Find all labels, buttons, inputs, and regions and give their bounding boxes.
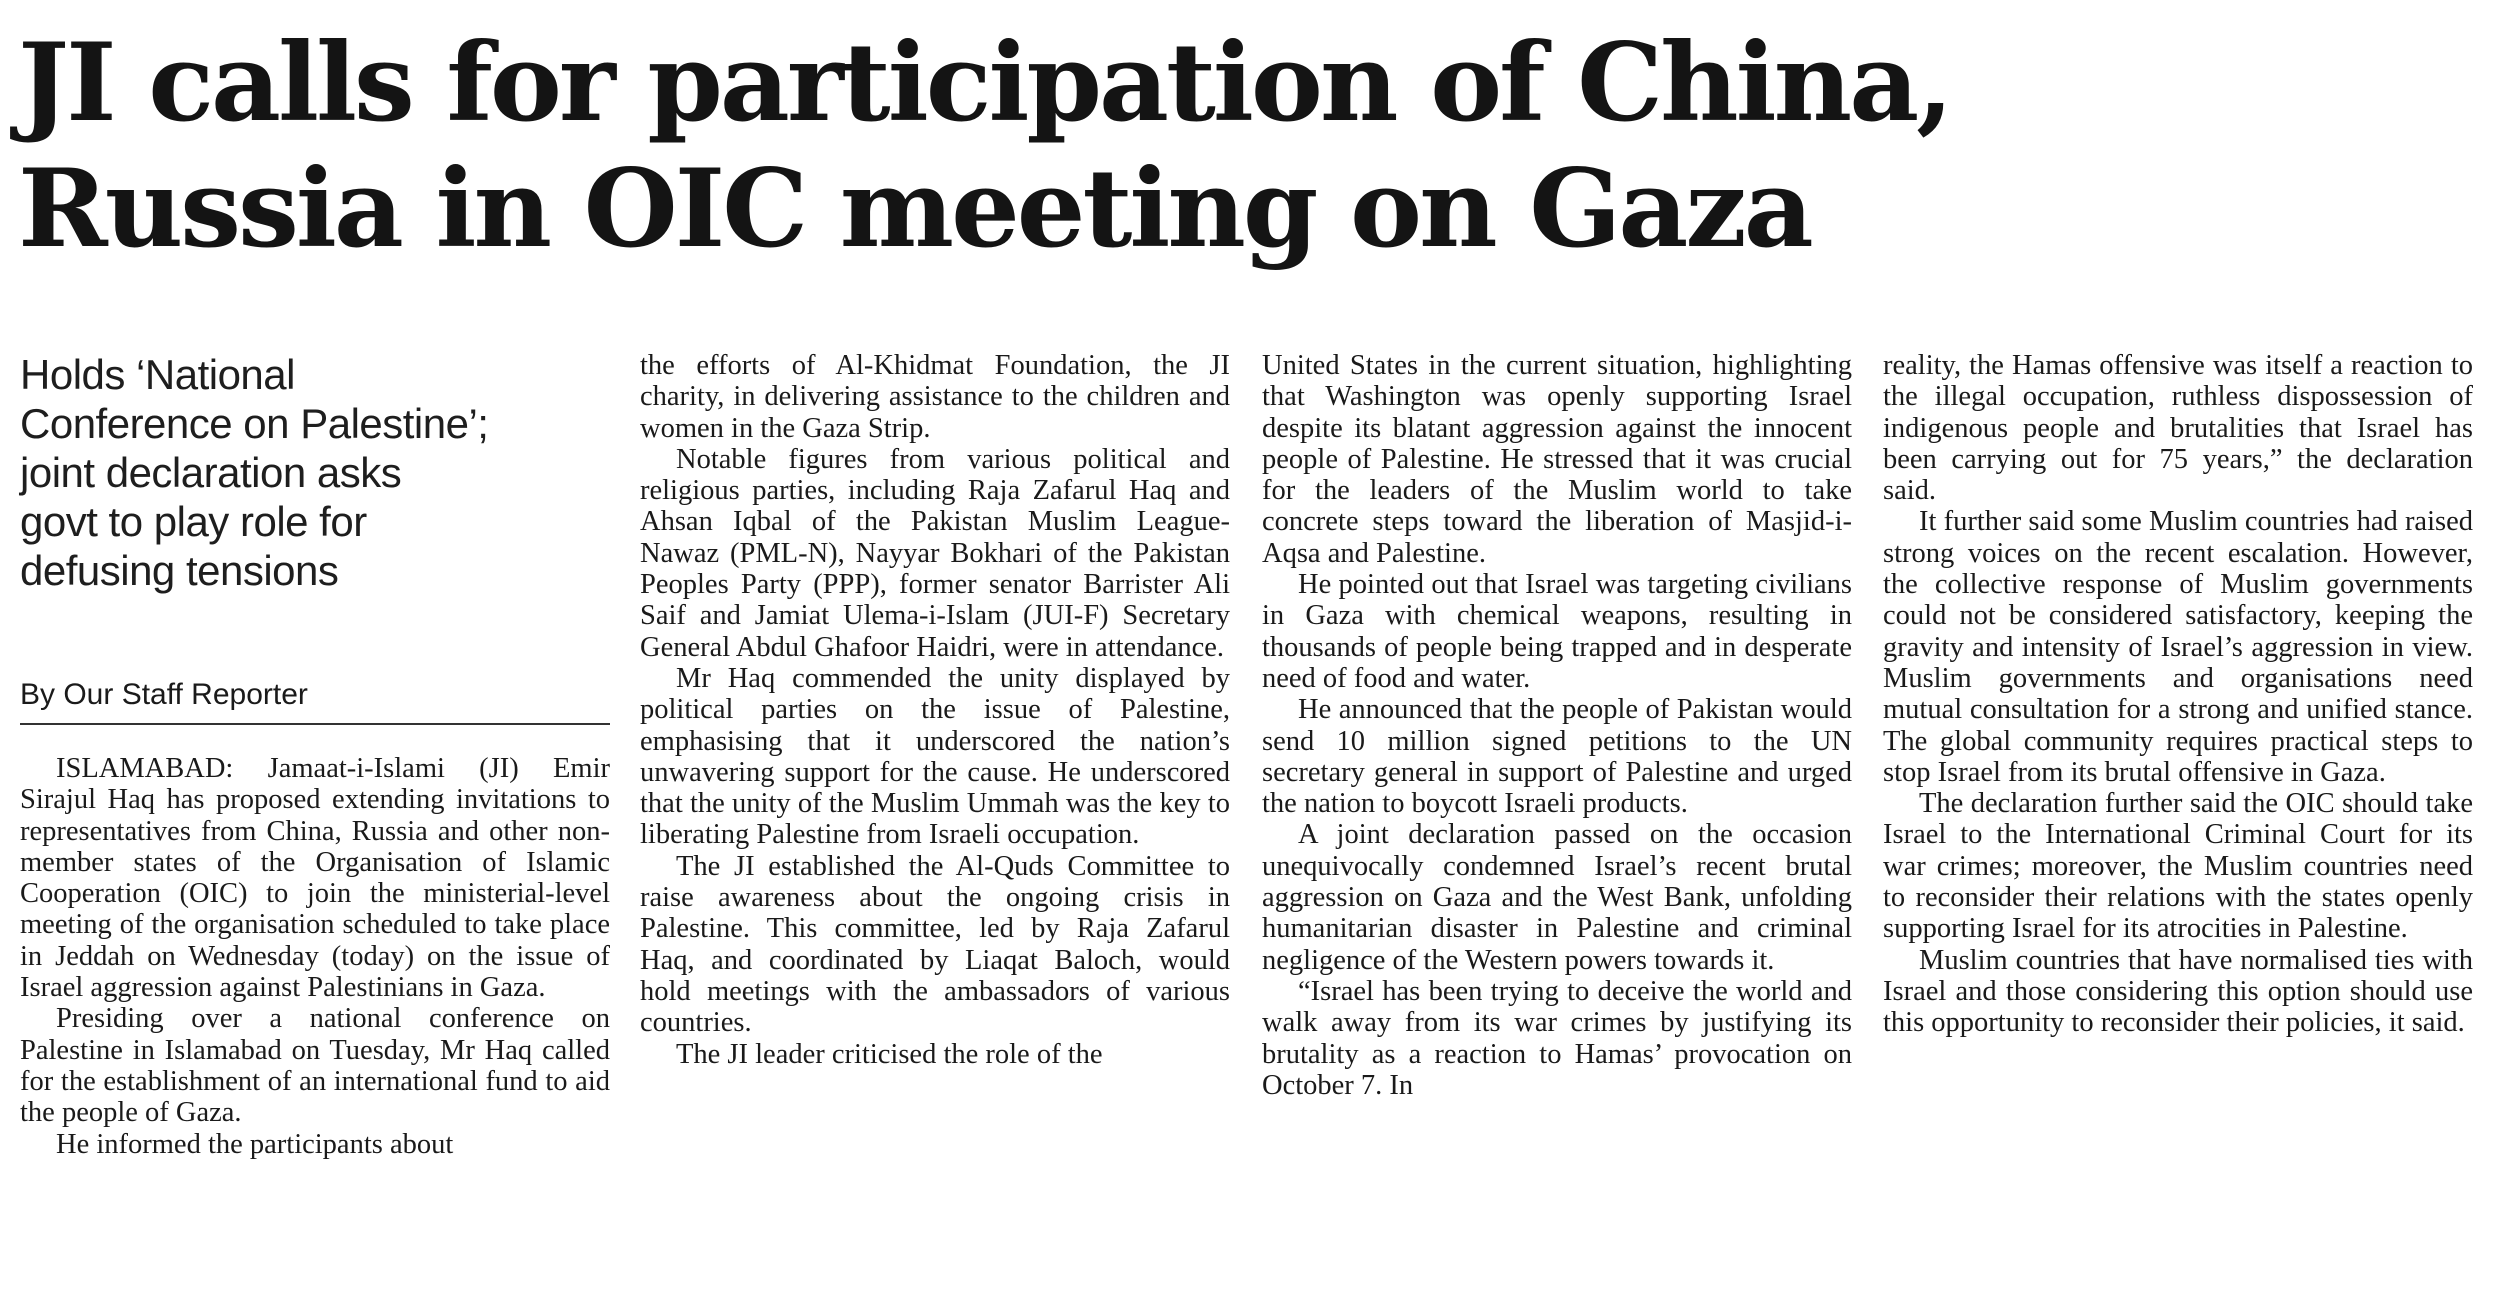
- subheadline-line: Holds ‘National: [20, 351, 295, 398]
- article-paragraph: He announced that the people of Pakistan would send 10 million signed petitions to the UN secretary general in support of Palestine and urged the nation to boycott Israeli products.: [1262, 694, 1852, 820]
- article-paragraph: He pointed out that Israel was targeting civilians in Gaza with chemical weapons, resulting in thousands of people being trapped and in desperate need of food and water.: [1262, 569, 1852, 694]
- article-paragraph: Presiding over a national conference on Palestine in Islamabad on Tuesday, Mr Haq called for the establishment of an international fund to aid the people of Gaza.: [20, 1003, 610, 1129]
- article-column-3: [1262, 350, 1852, 1101]
- article-paragraph: the efforts of Al-Khidmat Foundation, the JI charity, in delivering assistance to the children and women in the Gaza Strip.: [640, 350, 1230, 444]
- article-paragraph: He informed the participants about: [56, 1128, 454, 1160]
- subheadline-line: Conference on Palestine’;: [20, 400, 489, 447]
- article-paragraph: A joint declaration passed on the occasion unequivocally condemned Israel’s recent brutal aggression on Gaza and the West Bank, unfolding humanitarian disaster in Palestine and criminal negligence of the Western powers towards it.: [1262, 819, 1852, 976]
- article-column-4: [1883, 350, 2473, 1039]
- subheadline-line: govt to play role for: [20, 498, 367, 545]
- paragraph-text: Jamaat-i-Islami (JI) Emir Sirajul Haq has proposed extending invitations to representatives from China, Russia and other non-member states of the Organisation of Islamic Cooperation (OIC) to join the ministerial-level meeting of the organisation scheduled to take place in Jeddah on Wednesday (today) on the issue of Israel aggression against Palestinians in Gaza.: [20, 753, 611, 1004]
- headline: [18, 20, 2488, 272]
- article-paragraph: The JI established the Al-Quds Committee to raise awareness about the ongoing crisis in Palestine. This committee, led by Raja Zafarul Haq, and coordinated by Liaqat Baloch, would hold meetings with the ambassadors of various countries.: [640, 850, 1230, 1039]
- article-paragraph: Muslim countries that have normalised ties with Israel and those considering this option should use this opportunity to reconsider their policies, it said.: [1883, 944, 2473, 1039]
- article-paragraph: It further said some Muslim countries had raised strong voices on the recent escalation. However, the collective response of Muslim governments could not be considered satisfactory, keeping the gravity and intensity of Israel’s aggression in view. Muslim governments and organisations need mutual consultation for a strong and unified stance. The global community requires practical steps to stop Israel from its brutal offensive in Gaza.: [1883, 506, 2473, 788]
- article-column-1: [20, 350, 610, 1160]
- headline-line-2: Russia in OIC meeting on Gaza: [18, 146, 1811, 272]
- subheadline-line: defusing tensions: [20, 547, 339, 594]
- article-paragraph: The JI leader criticised the role of the: [676, 1038, 1103, 1070]
- article-paragraph: Mr Haq commended the unity displayed by political parties on the issue of Palestine, emphasising that it underscored the nation’s unwavering support for the cause. He underscored that the unity of the Muslim Ummah was the key to liberating Palestine from Israeli occupation.: [640, 662, 1230, 851]
- article-paragraph: United States in the current situation, highlighting that Washington was openly supporting Israel despite its blatant aggression against the innocent people of Palestine. He stressed that it was crucial for the leaders of the Muslim world to take concrete steps toward the liberation of Masjid-i-Aqsa and Palestine.: [1262, 350, 1852, 569]
- dateline: ISLAMABAD:: [56, 753, 234, 784]
- subheadline-line: joint declaration asks: [20, 449, 402, 496]
- byline: By Our Staff Reporter: [20, 677, 610, 725]
- article-paragraph: reality, the Hamas offensive was itself a reaction to the illegal occupation, ruthless dispossession of indigenous people and brutalities that Israel has been carrying out for 75 years,” the declaration said.: [1883, 350, 2473, 507]
- article-column-2: [640, 350, 1230, 1070]
- subheadline: [20, 350, 610, 595]
- article-paragraph: [20, 753, 610, 1003]
- headline-line-1: JI calls for participation of China,: [18, 20, 1951, 146]
- article-paragraph: “Israel has been trying to deceive the world and walk away from its war crimes by justifying its brutality as a reaction to Hamas’ provocation on October 7. In: [1262, 975, 1852, 1101]
- article-paragraph: Notable figures from various political and religious parties, including Raja Zafarul Haq and Ahsan Iqbal of the Pakistan Muslim League-Nawaz (PML-N), Nayyar Bokhari of the Pakistan Peoples Party (PPP), former senator Barrister Ali Saif and Jamiat Ulema-i-Islam (JUI-F) Secretary General Abdul Ghafoor Haidri, were in attendance.: [640, 443, 1230, 663]
- article-paragraph: The declaration further said the OIC should take Israel to the International Criminal Court for its war crimes; moreover, the Muslim countries need to reconsider their relations with the states openly supporting Israel for its atrocities in Palestine.: [1883, 788, 2473, 945]
